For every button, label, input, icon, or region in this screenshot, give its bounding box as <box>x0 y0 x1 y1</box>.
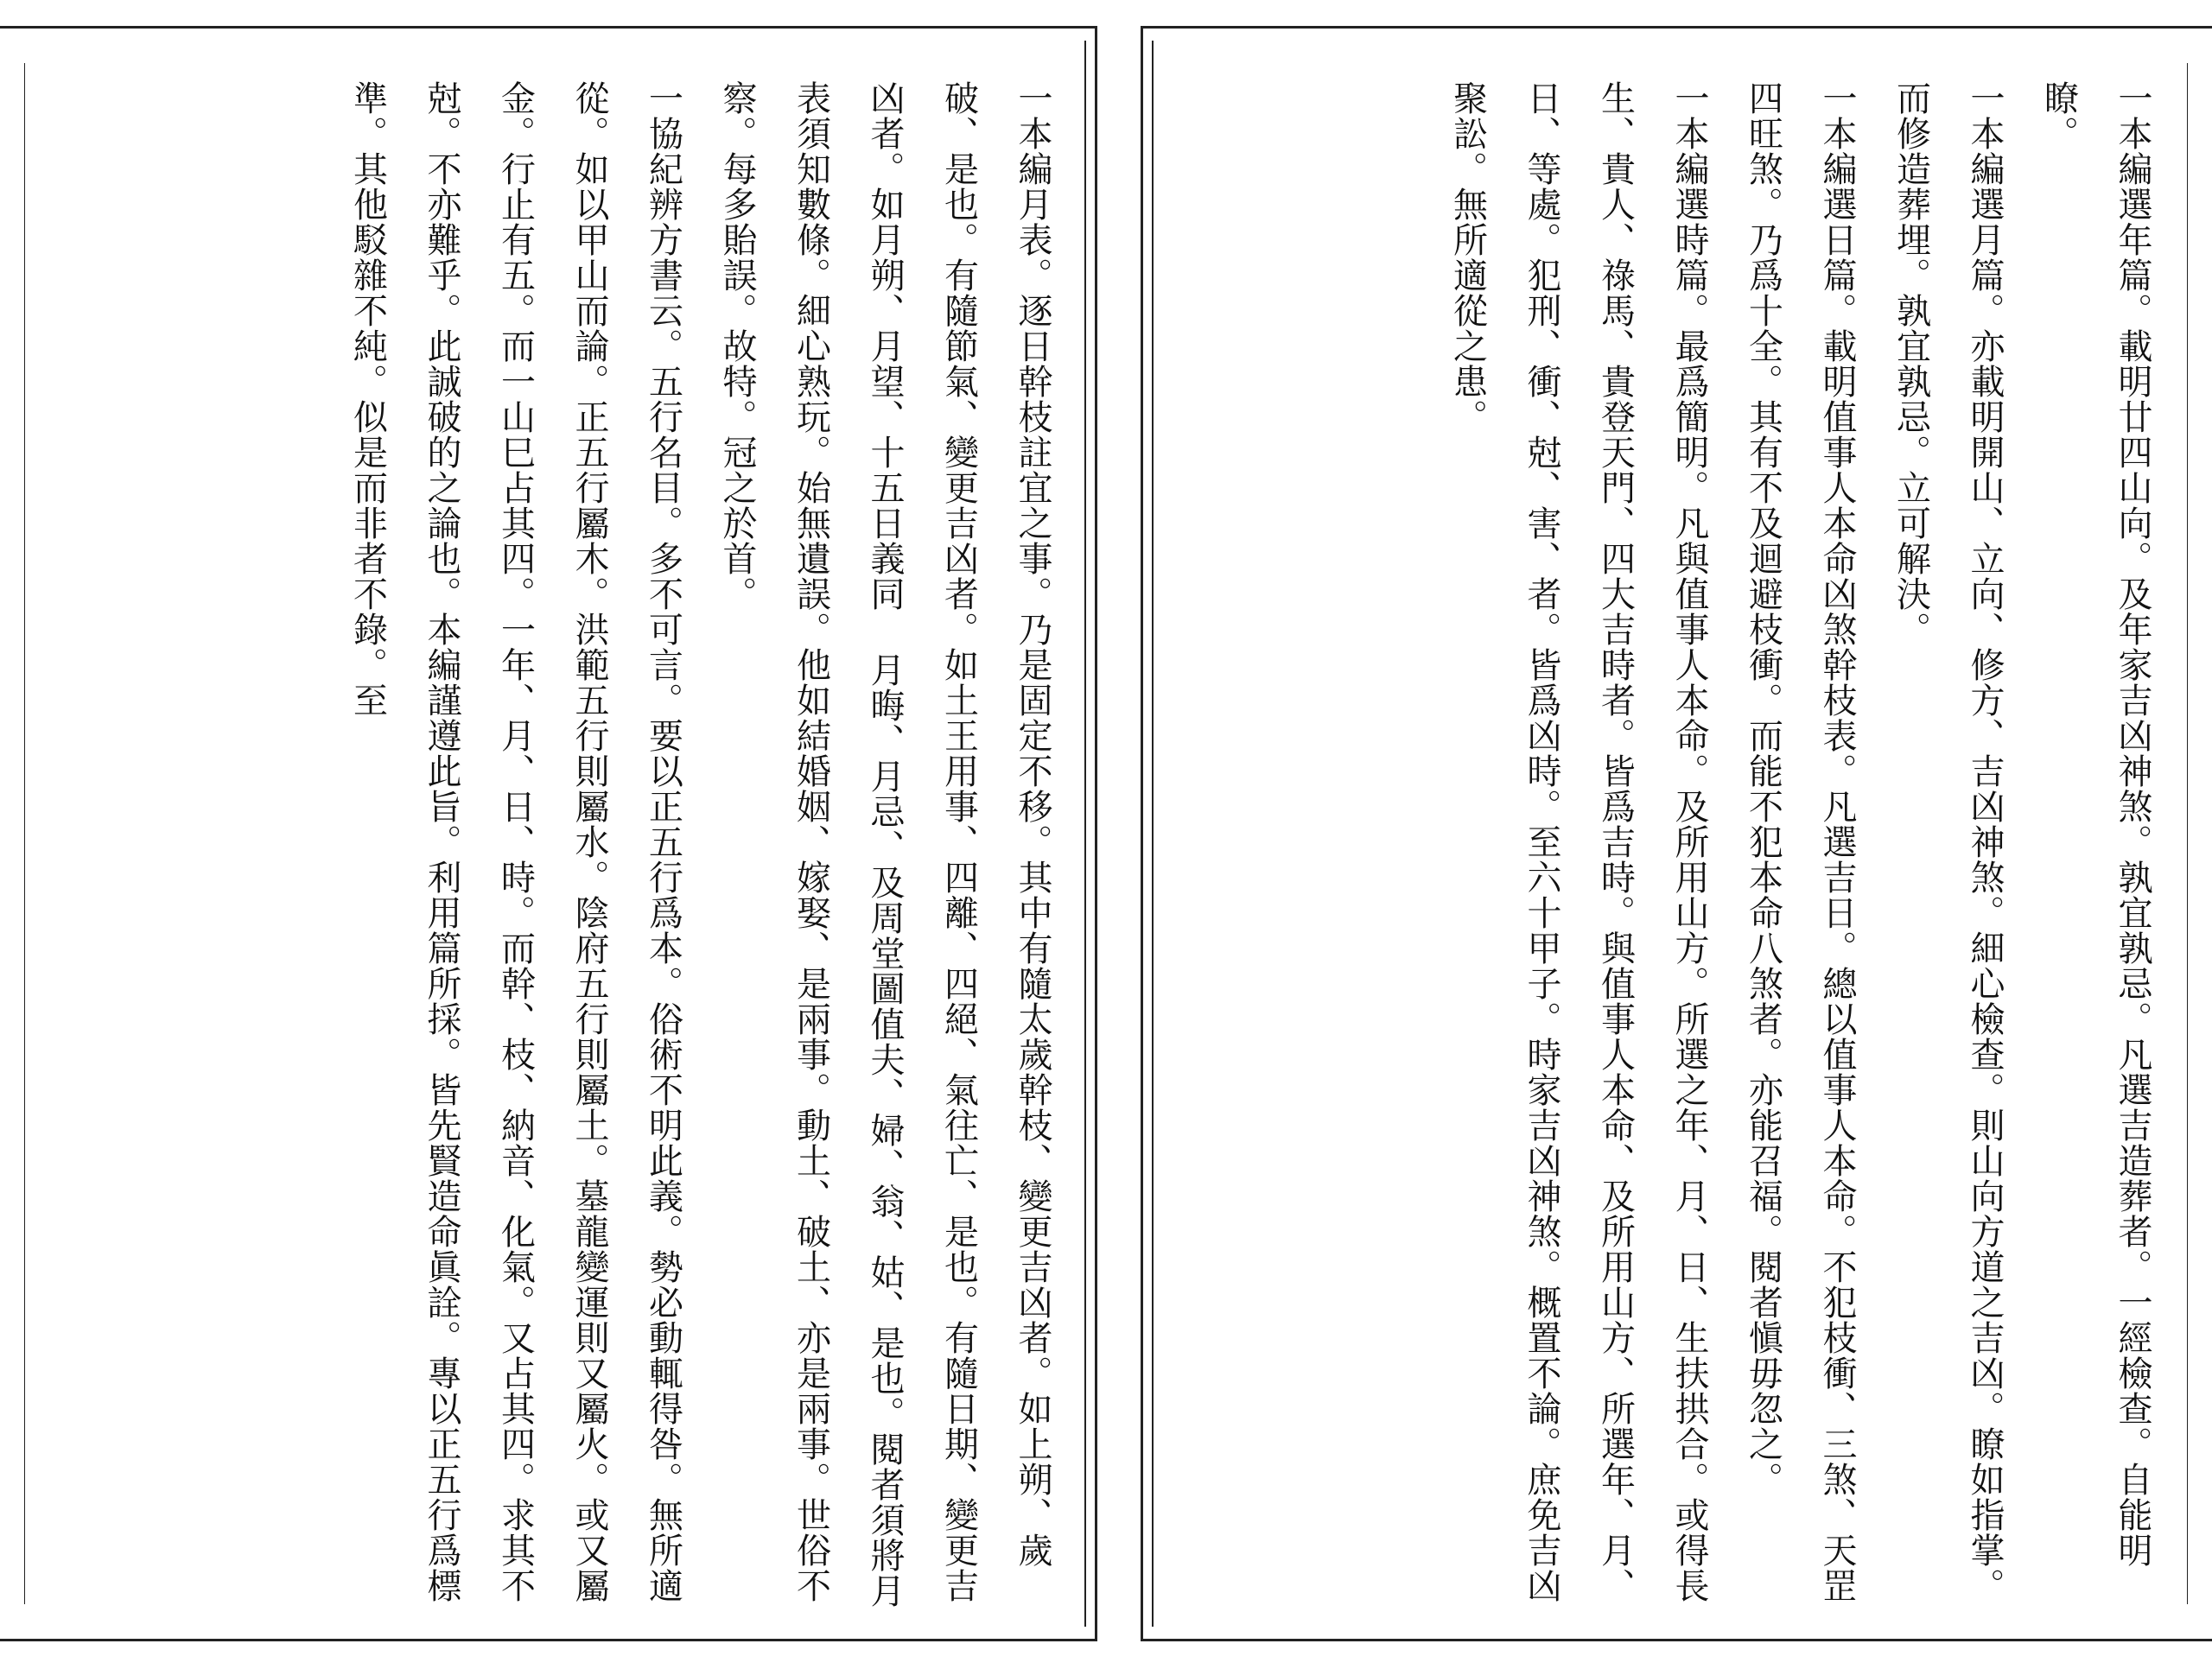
entry-text: 本編選時篇。最爲簡明。凡與值事人本命。及所用山方。所選之年、月、日、生扶拱合。或得長生、貴人、祿馬、貴登天門、四大吉時者。皆爲吉時。與值事人本命、及所用山方、所選年、月、日、等處。犯刑、衝、尅、害、者。皆爲凶時。至六十甲子。時家吉凶神煞。概置不論。庶免吉凶聚訟。無所適從之患。 <box>1447 80 1709 1603</box>
entry-bullet: 一 <box>643 80 683 116</box>
list-item <box>2021 80 2169 1613</box>
list-item <box>1873 80 2021 1613</box>
entry-bullet: 一 <box>1965 80 2005 116</box>
right-page <box>1141 26 2212 1641</box>
left-page-edge-strip <box>5 63 25 1604</box>
entry-text: 本編月表。逐日幹枝註宜之事。乃是固定不移。其中有隨太歲幹枝、變更吉凶者。如上朔、歲破、是也。有隨節氣、變更吉凶者。如土王用事、四離、四絕、氣往亡、是也。有隨日期、變更吉凶者。如月朔、月望、十五日義同 月晦、月忌、及周堂圖值夫、婦、翁、姑、是也。閱者須將月表須知數條。細心熟玩。始無遺誤。他如結婚姻、嫁娶、是兩事。動土、破土、亦是兩事。世俗不察。每多貽誤。故特。冠之於首。 <box>717 80 1052 1609</box>
left-page <box>0 26 1097 1641</box>
entry-bullet: 一 <box>2113 80 2152 116</box>
entry-bullet: 一 <box>1817 80 1857 116</box>
entry-bullet: 一 <box>1013 80 1052 116</box>
right-page-border-rule <box>1152 41 1154 1627</box>
list-item <box>1726 80 1873 1613</box>
entry-text: 本編選月篇。亦載明開山、立向、修方、吉凶神煞。細心檢查。則山向方道之吉凶。瞭如指掌。而修造葬埋。孰宜孰忌。立可解決。 <box>1891 80 2005 1603</box>
entry-text: 協紀辨方書云。五行名目。多不可言。要以正五行爲本。俗術不明此義。勢必動輒得咎。無所適從。如以甲山而論。正五行屬木。洪範五行則屬水。陰府五行則屬土。墓龍變運則又屬火。或又屬金。行止有五。而一山巳占其四。一年、月、日、時。而幹、枝、納音、化氣。又占其四。求其不尅。不亦難乎。此誠破的之論也。本編謹遵此旨。利用篇所採。皆先賢造命眞詮。專以正五行爲標準。其他駁雜不純。似是而非者不錄。至 <box>347 80 683 1603</box>
list-item <box>1430 80 1726 1613</box>
entry-text: 本編選日篇。載明值事人本命凶煞幹枝表。凡選吉日。總以值事人本命。不犯枝衝、三煞、天罡四旺煞。乃爲十全。其有不及迴避枝衝。而能不犯本命八煞者。亦能召福。閱者愼毋忽之。 <box>1743 80 1857 1603</box>
right-page-edge-strip <box>2187 63 2207 1604</box>
right-page-text <box>1195 80 2169 1613</box>
entry-text: 本編選年篇。載明廿四山向。及年家吉凶神煞。孰宜孰忌。凡選吉造葬者。一經檢查。自能明瞭。 <box>2038 80 2152 1568</box>
list-item <box>330 80 700 1613</box>
list-item <box>700 80 1070 1613</box>
left-page-text <box>60 80 1069 1613</box>
left-page-border-rule <box>1084 41 1086 1627</box>
book-gutter <box>1097 0 1141 1669</box>
entry-bullet: 一 <box>1669 80 1709 116</box>
